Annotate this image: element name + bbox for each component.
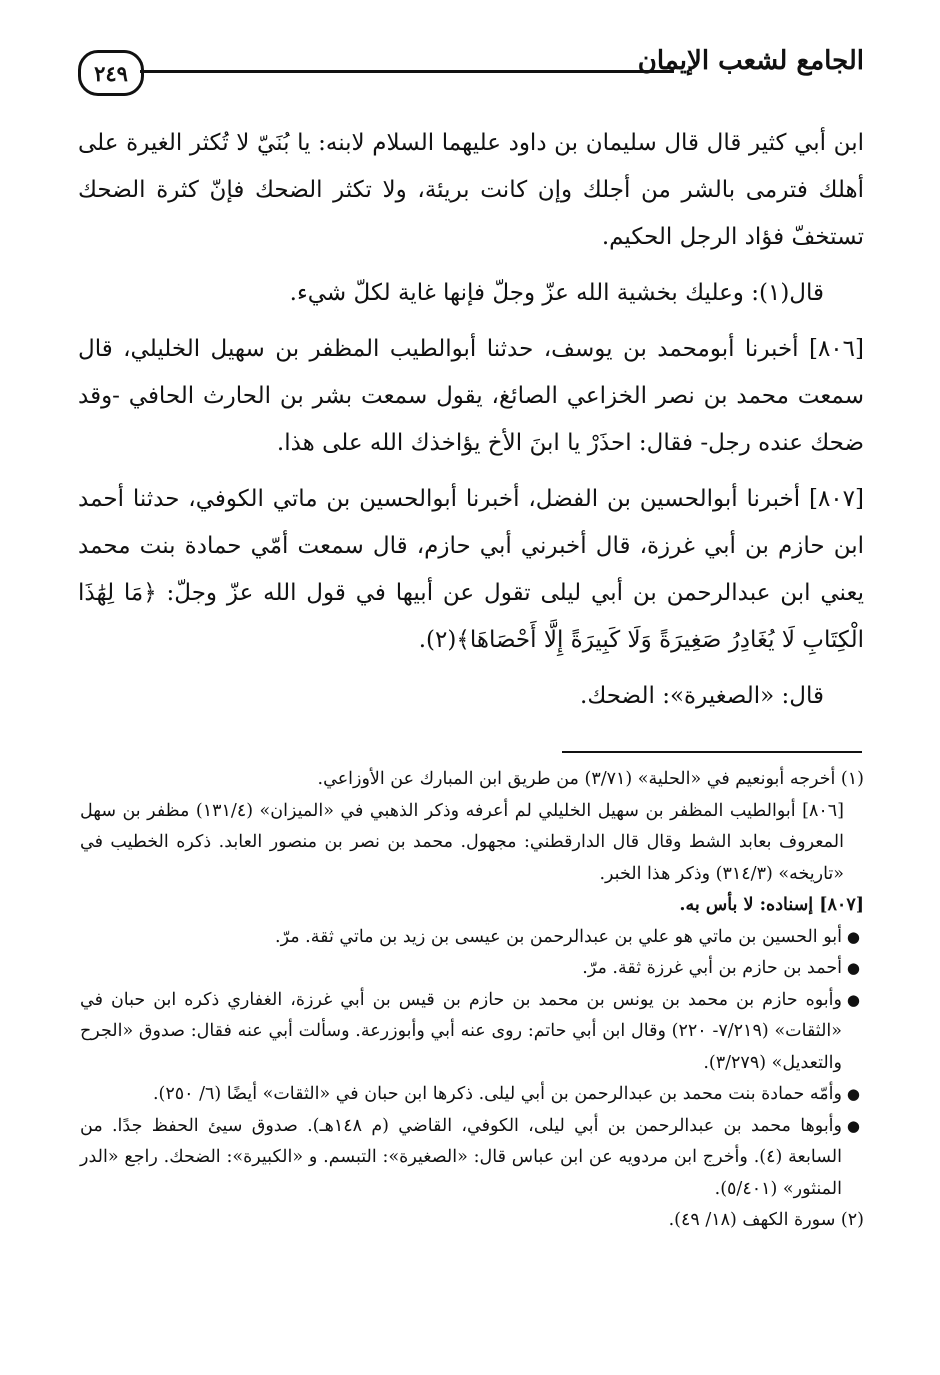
footnote-1: (١) أخرجه أبونعيم في «الحلية» (٣/٧١) من طريق ابن المبارك عن الأوزاعي. [317,769,864,789]
list-item-text: وأبوه حازم بن محمد بن يونس بن محمد بن حازم بن قيس بن أبي غرزة، الغفاري ذكره ابن حبان في «الثقات» (٧/٢١٩- ٢٢٠) وقال ابن أبي حاتم: روى عنه أبي وأبوزرعة. وسألت أبي عنه فقال: صدوق «الجرح والتعديل» (٣/٢٧٩). [80,989,842,1073]
bullet-icon: ● [846,927,860,946]
list-item [80,985,860,1080]
list-item-text: وأبوها محمد بن عبدالرحمن بن أبي ليلى، الكوفي، القاضي (م ١٤٨هـ). صدوق سيئ الحفظ جدًا. من السابعة (٤). وأخرج ابن مردويه عن ابن عباس قال: «الصغيرة»: التبسم. و «الكبيرة»: الضحك. راجع «الدر المنثور» (٥/٤٠١). [80,1115,843,1199]
footnote-2: (٢) سورة الكهف (١٨/ ٤٩). [668,1210,864,1230]
list-item-text: أبو الحسين بن ماتي هو علي بن عبدالرحمن بن عيسى بن زيد بن ماتي ثقة. مرّ. [275,926,842,947]
running-title: الجامع لشعب الإيمان [637,46,864,76]
paragraph-saghira: قال: «الصغيرة»: الضحك. [580,683,824,709]
paragraph-806: [٨٠٦] أخبرنا أبومحمد بن يوسف، حدثنا أبوالطيب المظفر بن سهيل الخليلي، قال سمعت محمد بن نصر الخزاعي الصائغ، يقول سمعت بشر بن الحارث الحافي -وقد ضحك عنده رجل- فقال: احذَرْ يا ابنَ الأخ يؤاخذك الله على هذا. [78,336,864,456]
footnotes [80,764,864,1237]
list-item-text: أحمد بن حازم بن أبي غرزة ثقة. مرّ. [582,958,842,978]
bullet-icon: ● [846,959,860,977]
footnote-807-list [80,922,864,1206]
paragraph-2: قال(١): وعليك بخشية الله عزّ وجلّ فإنها غاية لكلّ شيء. [289,280,824,306]
page-number: ٢٤٩ [78,50,144,96]
list-item [80,953,860,985]
paragraph-807: [٨٠٧] أخبرنا أبوالحسين بن الفضل، أخبرنا أبوالحسين بن ماتي الكوفي، حدثنا أحمد ابن حازم بن أبي غرزة، قال أخبرني أبي حازم، قال سمعت أمّي حمادة بنت محمد يعني ابن عبدالرحمن بن أبي ليلى تقول عن أبيها في قول الله عزّ وجلّ: ﴿مَا لِهَٰذَا الْكِتَابِ لَا يُغَادِرُ صَغِيرَةً وَلَا كَبِيرَةً إِلَّا أَحْصَاهَا﴾(٢). [78,486,864,653]
footnote-separator [562,751,862,753]
page-header [78,42,864,104]
footnote-807-heading: [٨٠٧] إسناده: لا بأس به. [679,895,864,915]
list-item [80,1111,860,1206]
list-item [80,922,860,954]
header-rule [140,70,674,73]
paragraph-1: ابن أبي كثير قال قال سليمان بن داود عليهما السلام لابنه: يا بُنَيّ لا تُكثر الغيرة على أهلك فترمى بالشر من أجلك وإن كانت بريئة، ولا تكثر الضحك فإنّ كثرة الضحك تستخفّ فؤاد الرجل الحكيم. [78,130,864,250]
main-text [78,120,864,729]
bullet-icon: ● [846,1116,860,1135]
bullet-icon: ● [846,990,860,1009]
list-item-text: وأمّه حمادة بنت محمد بن عبدالرحمن بن أبي ليلى. ذكرها ابن حبان في «الثقات» أيضًا (٦/ ٢٥٠). [152,1084,842,1104]
footnote-806: [٨٠٦] أبوالطيب المظفر بن سهيل الخليلي لم أعرفه وذكر الذهبي في «الميزان» (١٣١/٤) مظفر بن سهل المعروف بعابد الشط وقال قال الدارقطني: مجهول. محمد بن نصر بن منصور العابد. ذكره الخطيب في «تاريخه» (٣١٤/٣) وذكر هذا الخبر. [80,800,844,884]
list-item [80,1079,860,1111]
bullet-icon: ● [846,1085,860,1103]
